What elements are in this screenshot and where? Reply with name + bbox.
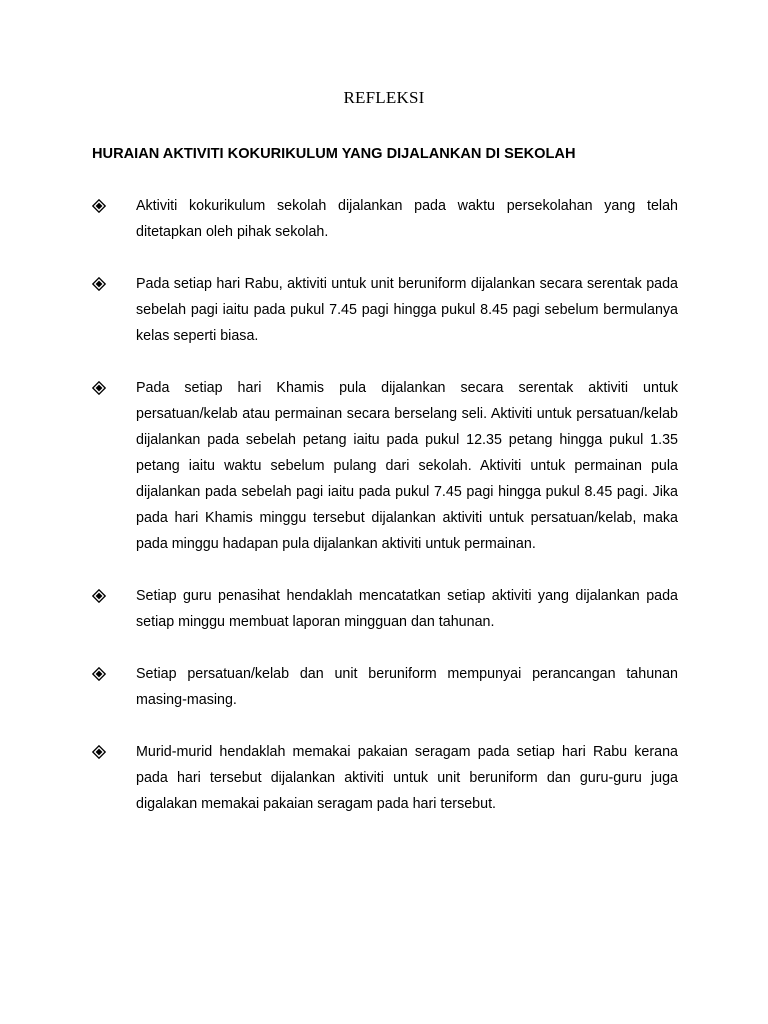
bullet-list xyxy=(92,193,678,843)
list-item xyxy=(92,739,678,817)
diamond-bullet-icon xyxy=(92,745,106,759)
diamond-bullet-icon xyxy=(92,589,106,603)
list-item-text: Setiap guru penasihat hendaklah mencatatkan setiap aktiviti yang dijalankan pada setiap minggu membuat laporan mingguan dan tahunan. xyxy=(136,588,678,630)
list-item xyxy=(92,271,678,349)
list-item-text: Pada setiap hari Rabu, aktiviti untuk unit beruniform dijalankan secara serentak pada sebelah pagi iaitu pada pukul 7.45 pagi hingga pukul 8.45 pagi sebelum bermulanya kelas seperti biasa. xyxy=(136,276,678,344)
diamond-bullet-icon xyxy=(92,277,106,291)
diamond-bullet-icon xyxy=(92,381,106,395)
list-item xyxy=(92,661,678,713)
section-heading: HURAIAN AKTIVITI KOKURIKULUM YANG DIJALANKAN DI SEKOLAH xyxy=(92,146,576,162)
page-title: REFLEKSI xyxy=(343,88,425,107)
diamond-bullet-icon xyxy=(92,199,106,213)
list-item-text: Pada setiap hari Khamis pula dijalankan secara serentak aktiviti untuk persatuan/kelab atau permainan secara berselang seli. Aktiviti untuk persatuan/kelab dijalankan pada sebelah petang iaitu pada pukul 12.35 petang hingga pukul 1.35 petang iaitu waktu sebelum pulang dari sekolah. Aktiviti untuk permainan pula dijalankan pada sebelah pagi iaitu pada pukul 7.45 pagi hingga pukul 8.45 pagi. Jika pada hari Khamis minggu tersebut dijalankan aktiviti untuk persatuan/kelab, maka pada minggu hadapan pula dijalankan aktiviti untuk permainan. xyxy=(136,380,678,552)
diamond-bullet-icon xyxy=(92,667,106,681)
list-item xyxy=(92,193,678,245)
list-item xyxy=(92,375,678,557)
list-item-text: Aktiviti kokurikulum sekolah dijalankan pada waktu persekolahan yang telah ditetapkan oleh pihak sekolah. xyxy=(136,198,678,240)
list-item-text: Murid-murid hendaklah memakai pakaian seragam pada setiap hari Rabu kerana pada hari tersebut dijalankan aktiviti untuk unit beruniform dan guru-guru juga digalakan memakai pakaian seragam pada hari tersebut. xyxy=(136,744,678,812)
list-item xyxy=(92,583,678,635)
list-item-text: Setiap persatuan/kelab dan unit beruniform mempunyai perancangan tahunan masing-masing. xyxy=(136,666,678,708)
